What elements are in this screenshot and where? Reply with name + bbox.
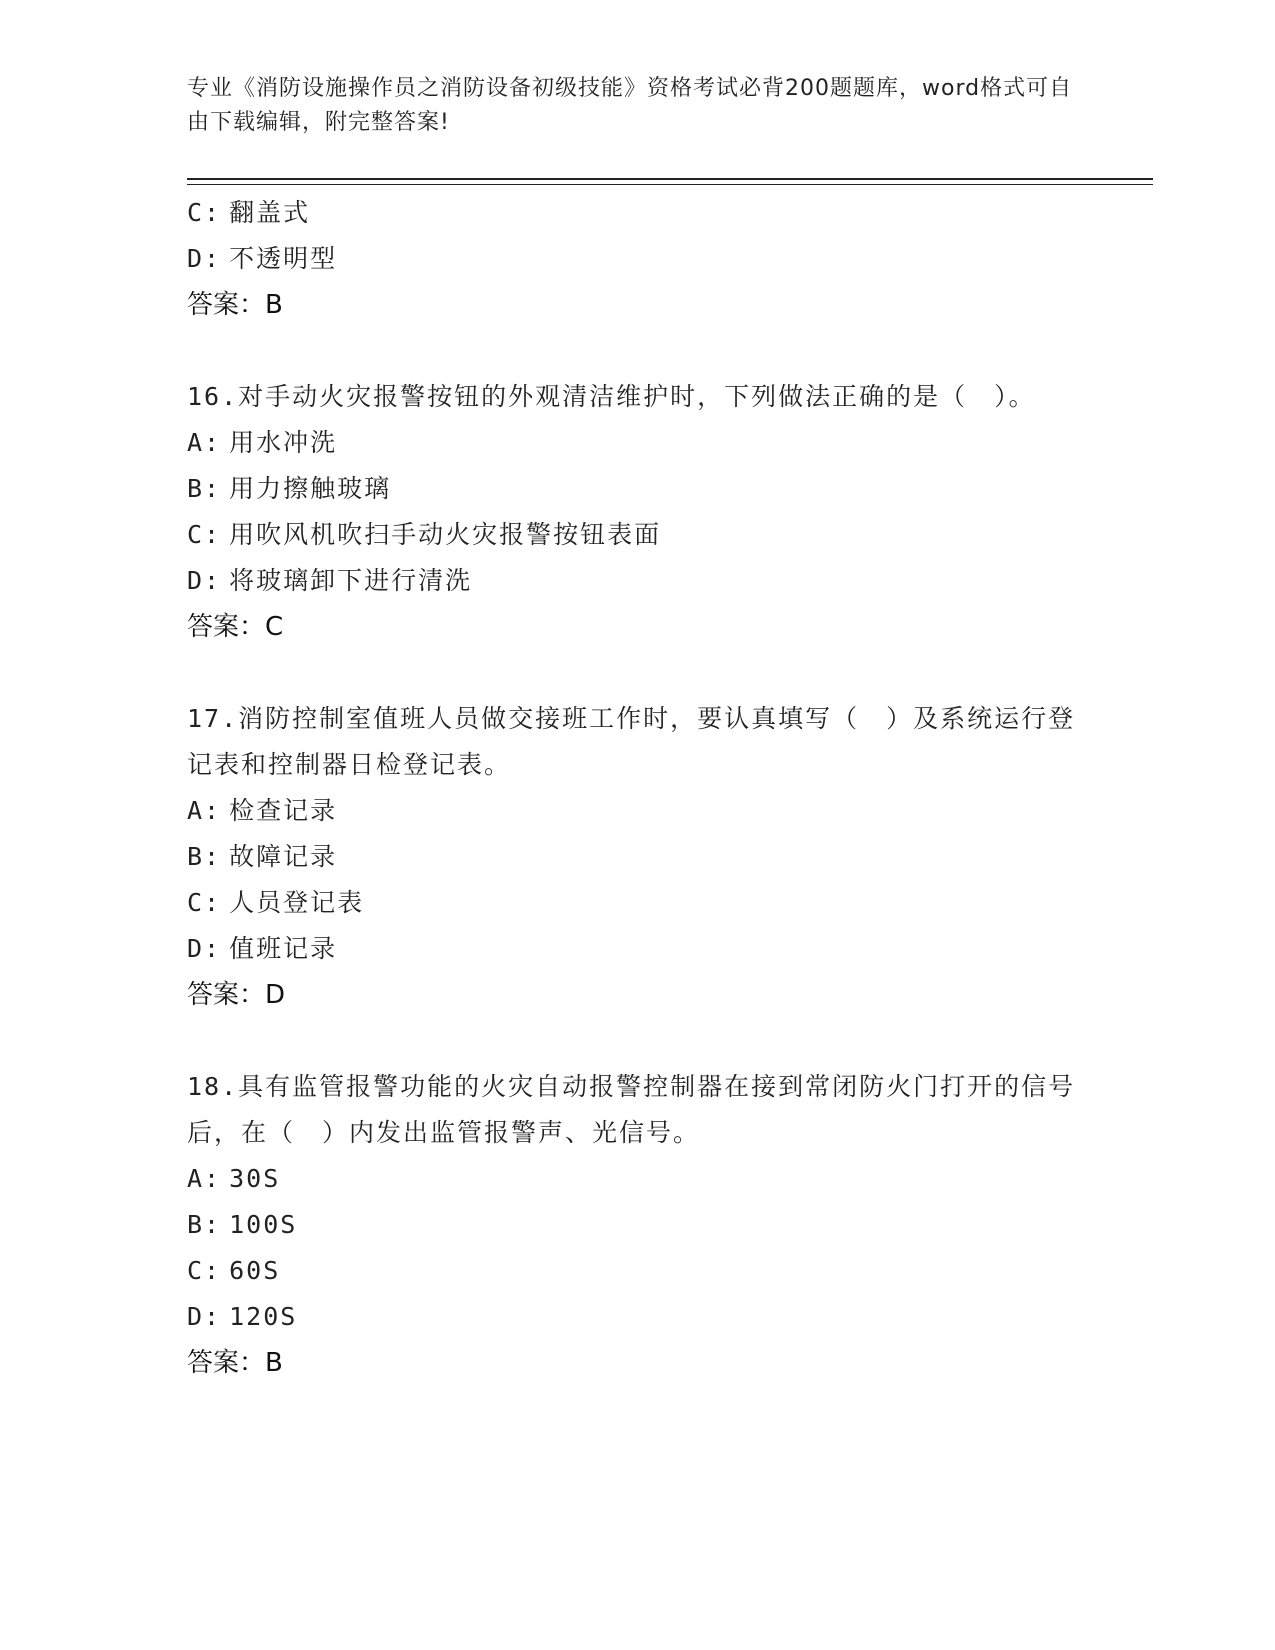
option-key: D: (187, 244, 222, 273)
option-key: A: (187, 428, 222, 457)
option-key: D: (187, 1302, 222, 1331)
option-key: B: (187, 842, 222, 871)
question-list (187, 190, 1087, 1386)
option-key: C: (187, 1256, 222, 1285)
option-text: 故障记录 (229, 842, 338, 871)
option-key: B: (187, 474, 222, 503)
option-key: B: (187, 1210, 222, 1239)
option-a (187, 1156, 1087, 1202)
option-key: C: (187, 520, 222, 549)
header-divider-thin (187, 184, 1153, 185)
option-text: 用吹风机吹扫手动火灾报警按钮表面 (229, 520, 662, 549)
question-stem: 18.具有监管报警功能的火灾自动报警控制器在接到常闭防火门打开的信号后，在（ ）内发出监管报警声、光信号。 (187, 1072, 1076, 1147)
option-b (187, 1202, 1087, 1248)
header-divider-thick (187, 178, 1153, 180)
option-text: 120S (229, 1302, 298, 1331)
option-a (187, 788, 1087, 834)
option-text: 将玻璃卸下进行清洗 (229, 566, 473, 595)
option-text: 用力擦触玻璃 (229, 474, 392, 503)
answer-line: 答案：D (187, 980, 286, 1010)
question-16 (187, 374, 1087, 650)
option-text: 100S (229, 1210, 298, 1239)
option-text: 30S (229, 1164, 281, 1193)
option-d (187, 1294, 1087, 1340)
answer-line: 答案：B (187, 290, 283, 320)
option-d (187, 926, 1087, 972)
option-b (187, 834, 1087, 880)
option-c (187, 190, 1087, 236)
question-17 (187, 696, 1087, 1018)
answer-line: 答案：C (187, 612, 284, 642)
option-text: 60S (229, 1256, 281, 1285)
option-d (187, 558, 1087, 604)
option-text: 值班记录 (229, 934, 338, 963)
option-c (187, 1248, 1087, 1294)
option-b (187, 466, 1087, 512)
option-key: D: (187, 566, 222, 595)
option-text: 检查记录 (229, 796, 338, 825)
option-key: A: (187, 796, 222, 825)
answer-line: 答案：B (187, 1348, 283, 1378)
option-d (187, 236, 1087, 282)
option-c (187, 880, 1087, 926)
option-key: C: (187, 198, 222, 227)
previous-question-tail (187, 190, 1087, 328)
option-key: D: (187, 934, 222, 963)
option-text: 用水冲洗 (229, 428, 338, 457)
option-text: 不透明型 (229, 244, 338, 273)
option-text: 翻盖式 (229, 198, 311, 227)
option-c (187, 512, 1087, 558)
option-key: C: (187, 888, 222, 917)
option-key: A: (187, 1164, 222, 1193)
question-stem: 17.消防控制室值班人员做交接班工作时，要认真填写（ ）及系统运行登记表和控制器日检登记表。 (187, 704, 1076, 779)
document-header: 专业《消防设施操作员之消防设备初级技能》资格考试必背200题题库，word格式可自由下载编辑，附完整答案! (187, 76, 1073, 135)
option-a (187, 420, 1087, 466)
question-18 (187, 1064, 1087, 1386)
question-stem: 16.对手动火灾报警按钮的外观清洁维护时，下列做法正确的是（ ）。 (187, 382, 1036, 411)
option-text: 人员登记表 (229, 888, 365, 917)
